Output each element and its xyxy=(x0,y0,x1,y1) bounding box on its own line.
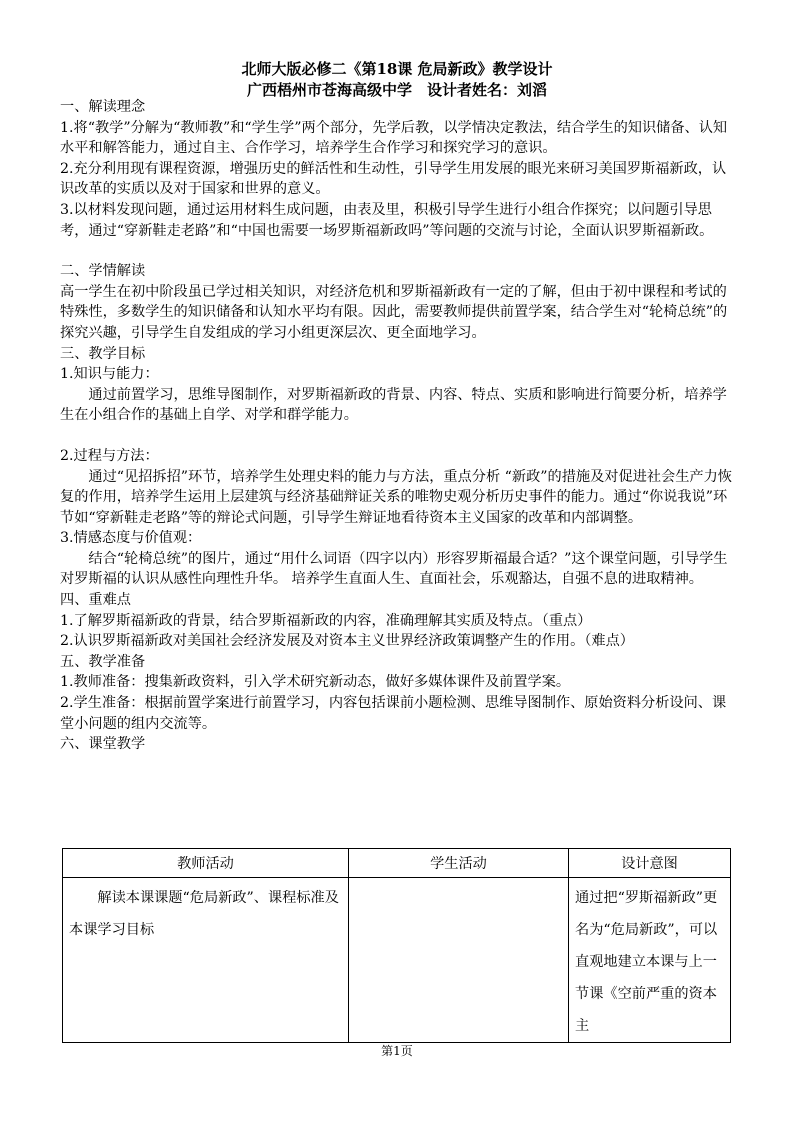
paragraph: 3.以材料发现问题，通过运用材料生成问题，由表及里，积极引导学生进行小组合作探究；以问题引导思考，通过“穿新鞋走老路”和“中国也需要一场罗斯福新政吗”等问题的交流与讨论，全面认识罗斯福新政。 xyxy=(60,201,714,239)
section-heading: 四、重难点 xyxy=(60,592,131,609)
paragraph: 1.教师准备：搜集新政资料，引入学术研究新动态，做好多媒体课件及前置学案。 xyxy=(60,674,571,691)
paragraph: 通过“见招拆招”环节，培养学生处理史料的能力与方法，重点分析 “新政”的措施及对促进社会生产力恢复的作用，培养学生运用上层建筑与经济基础辩证关系的唯物史观分析历史事件的能力。通过“你说我说”环节如“穿新鞋走老路”等的辩论式问题，引导学生辩证地看待资本主义国家的改革和内部调整。 xyxy=(60,468,732,526)
paragraph: 2.充分利用现有课程资源，增强历史的鲜活性和生动性，引导学生用发展的眼光来研习美国罗斯福新政，认识改革的实质以及对于国家和世界的意义。 xyxy=(60,160,727,198)
paragraph: 结合“轮椅总统”的图片，通过“用什么词语（四字以内）形容罗斯福最合适？”这个课堂问题，引导学生对罗斯福的认识从感性向理性升华。 培养学生直面人生、直面社会，乐观豁达，自强不息的进取精神。 xyxy=(60,550,728,588)
column-header-teacher: 教师活动 xyxy=(63,849,349,878)
spacer xyxy=(60,426,734,446)
column-header-student: 学生活动 xyxy=(349,849,569,878)
subheading: 3.情感态度与价值观： xyxy=(60,530,202,547)
cell-teacher-activity: 解读本课课题“危局新政”、课程标准及本课学习目标 xyxy=(63,878,349,1043)
paragraph: 高一学生在初中阶段虽已学过相关知识，对经济危机和罗斯福新政有一定的了解，但由于初中课程和考试的特殊性，多数学生的知识储备和认知水平均有限。因此，需要教师提供前置学案，结合学生对“轮椅总统”的探究兴趣，引导学生自发组成的学习小组更深层次、更全面地学习。 xyxy=(60,283,728,341)
section-heading: 一、解读理念 xyxy=(60,99,146,115)
column-header-intent: 设计意图 xyxy=(569,849,731,878)
cell-design-intent: 通过把“罗斯福新政”更名为“危局新政”，可以直观地建立本课与上一节课《空前严重的资本主 xyxy=(569,878,731,1043)
spacer xyxy=(60,241,734,261)
section-heading: 六、课堂教学 xyxy=(60,736,146,753)
paragraph: 1.将“教学”分解为“教师教”和“学生学”两个部分，先学后教，以学情决定教法，结合学生的知识储备、认知水平和解答能力，通过自主、合作学习，培养学生合作学习和探究学习的意识。 xyxy=(60,119,728,157)
document-subtitle: 广西梧州市苍海高级中学 设计者姓名：刘滔 xyxy=(246,81,547,99)
paragraph: 1.了解罗斯福新政的背景，结合罗斯福新政的内容，准确理解其实质及特点。（重点） xyxy=(60,612,592,629)
document-body xyxy=(60,97,734,755)
section-heading: 三、教学目标 xyxy=(60,345,146,362)
table-row xyxy=(63,878,731,1043)
paragraph: 2.认识罗斯福新政对美国社会经济发展及对资本主义世界经济政策调整产生的作用。（难点） xyxy=(60,633,634,650)
section-heading: 二、学情解读 xyxy=(60,263,146,280)
page-number: 第1页 xyxy=(381,1044,413,1058)
subheading: 1.知识与能力： xyxy=(60,366,159,383)
cell-student-activity xyxy=(349,878,569,1043)
lesson-table xyxy=(62,848,731,1043)
paragraph: 2.学生准备：根据前置学案进行前置学习，内容包括课前小题检测、思维导图制作、原始资料分析设问、课堂小问题的组内交流等。 xyxy=(60,695,727,732)
document-title: 北师大版必修二《第18课 危局新政》教学设计 xyxy=(241,60,553,78)
subheading: 2.过程与方法： xyxy=(60,447,159,464)
section-heading: 五、教学准备 xyxy=(60,653,146,670)
paragraph: 通过前置学习，思维导图制作，对罗斯福新政的背景、内容、特点、实质和影响进行简要分析，培养学生在小组合作的基础上自学、对学和群学能力。 xyxy=(60,386,727,424)
table-header-row xyxy=(63,849,731,878)
